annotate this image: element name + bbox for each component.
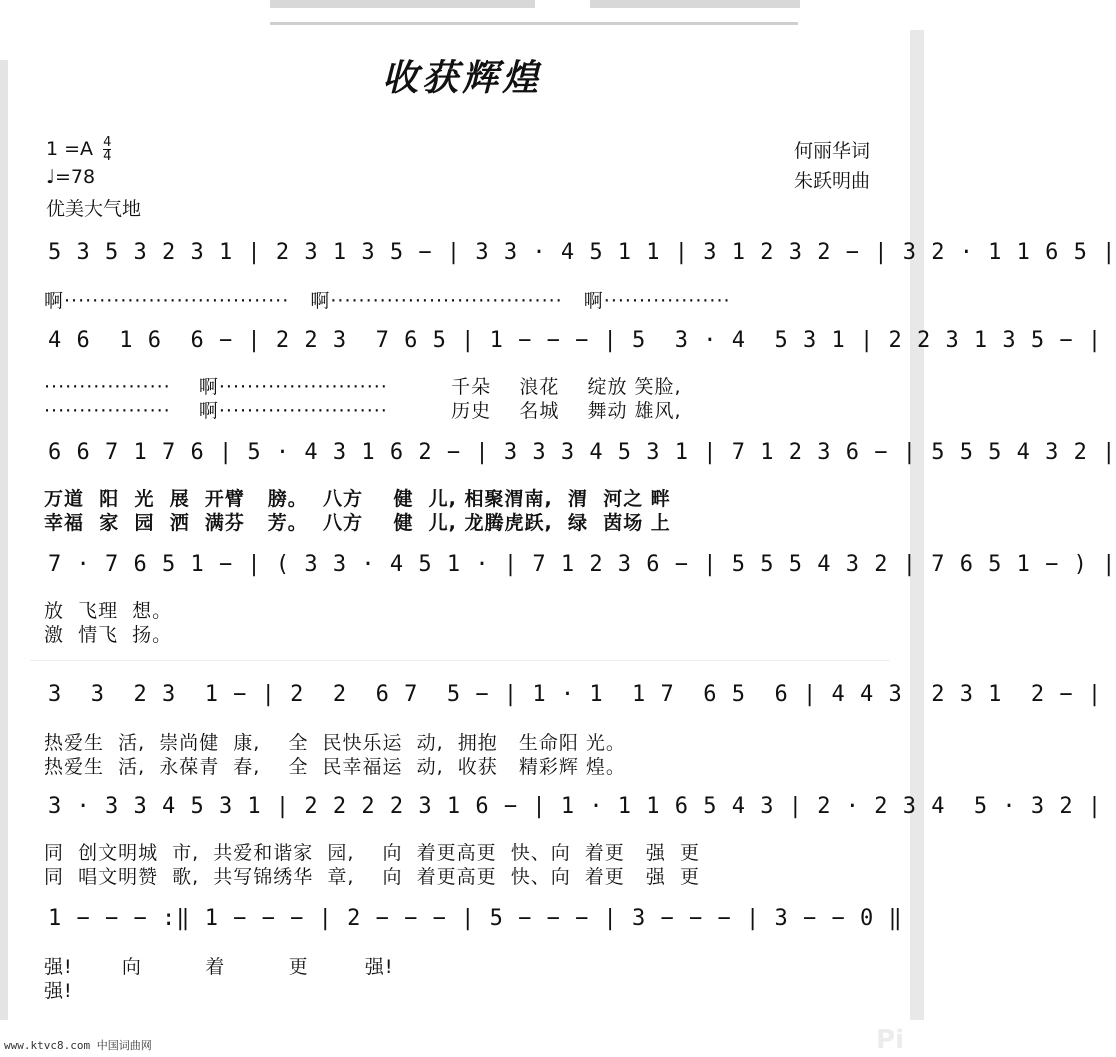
lyrics-row-1-line-1: 啊································ 啊································· 啊·················· (44, 290, 731, 312)
frame-left (0, 60, 8, 1020)
frame-top-bar (270, 0, 535, 8)
lyrics-row-3-line-1: 万道 阳 光 展 开臂 膀。 八方 健 儿, 相聚渭南, 渭 河之 畔 (44, 488, 671, 510)
key-label: 1 =A (46, 138, 94, 160)
lyrics-row-4-line-2: 激 情飞 扬。 (44, 624, 173, 646)
lyrics-row-6-line-1: 同 创文明城 市, 共爱和谐家 园, 向 着更高更 快、向 着更 强 更 (44, 842, 700, 864)
lyrics-row-7-line-2: 强! (44, 980, 73, 1002)
time-bottom: 4 (103, 149, 112, 164)
notation-row-3 (48, 440, 1116, 470)
notes: 4 6 1 6 6 − | 2 2 3 7 6 5 | 1 − − − | 5 3 · 4 5 3 1 | 2 2 3 1 3 5 − | (48, 328, 1103, 353)
time-top: 4 (103, 135, 112, 150)
notes: 6 6 7 1 7 6 | 5 · 4 3 1 6 2 − | 3 3 3 4 5 3 1 | 7 1 2 3 6 − | 5 5 5 4 3 2 | (48, 440, 1116, 465)
lyrics-row-3-line-2: 幸福 家 园 洒 满芬 芳。 八方 健 儿, 龙腾虎跃, 绿 茵场 上 (44, 512, 671, 534)
notation-row-2 (48, 328, 1103, 358)
section-divider (30, 660, 890, 661)
notes: 3 · 3 3 4 5 3 1 | 2 2 2 2 3 1 6 − | 1 · 1 1 6 5 4 3 | 2 · 2 3 4 5 · 3 2 | (48, 794, 1103, 819)
mood: 优美大气地 (46, 198, 142, 220)
notation-row-4 (48, 552, 1116, 582)
lyrics-row-7-line-1: 强! 向 着 更 强! (44, 956, 394, 978)
notation-row-1 (48, 240, 1116, 270)
lyrics-row-5-line-1: 热爱生 活, 崇尚健 康, 全 民快乐运 动, 拥抱 生命阳 光。 (44, 732, 626, 754)
lyrics-row-4-line-1: 放 飞理 想。 (44, 600, 173, 622)
key-signature (46, 136, 111, 163)
footer-credit: www.ktvc8.com 中国词曲网 (4, 1039, 152, 1052)
notation-row-6 (48, 794, 1103, 824)
notes: 7 · 7 6 5 1 − | ( 3 3 · 4 5 1 · | 7 1 2 3 6 − | 5 5 5 4 3 2 | 7 6 5 1 − ) | (48, 552, 1116, 577)
notes: 1 − − − :‖ 1 − − − | 2 − − − | 5 − − − | 3 − − − | 3 − − 0 ‖ (48, 906, 903, 931)
notation-row-7 (48, 906, 903, 936)
song-title: 收获辉煌 (381, 57, 542, 99)
watermark: Pi (876, 1025, 904, 1055)
lyrics-row-2-line-2: ·················· 啊························ 历史 名城 舞动 雄风, (44, 400, 682, 422)
notes: 5 3 5 3 2 3 1 | 2 3 1 3 5 − | 3 3 · 4 5 1 1 | 3 1 2 3 2 − | 3 2 · 1 1 6 5 | (48, 240, 1116, 265)
composer: 朱跃明曲 (794, 170, 871, 192)
tempo: ♩=78 (46, 166, 96, 188)
lyricist: 何丽华词 (794, 140, 871, 162)
frame-right (910, 30, 924, 1020)
lyrics-row-6-line-2: 同 唱文明赞 歌, 共写锦绣华 章, 向 着更高更 快、向 着更 强 更 (44, 866, 700, 888)
notation-row-5 (48, 682, 1103, 712)
notes: 3 3 2 3 1 − | 2 2 6 7 5 − | 1 · 1 1 7 6 5 6 | 4 4 3 2 3 1 2 − | (48, 682, 1103, 707)
lyrics-row-5-line-2: 热爱生 活, 永葆青 春, 全 民幸福运 动, 收获 精彩辉 煌。 (44, 756, 626, 778)
lyrics-row-2-line-1: ·················· 啊························ 千朵 浪花 绽放 笑脸, (44, 376, 682, 398)
frame-top-bar (590, 0, 800, 8)
time-signature (103, 136, 111, 163)
